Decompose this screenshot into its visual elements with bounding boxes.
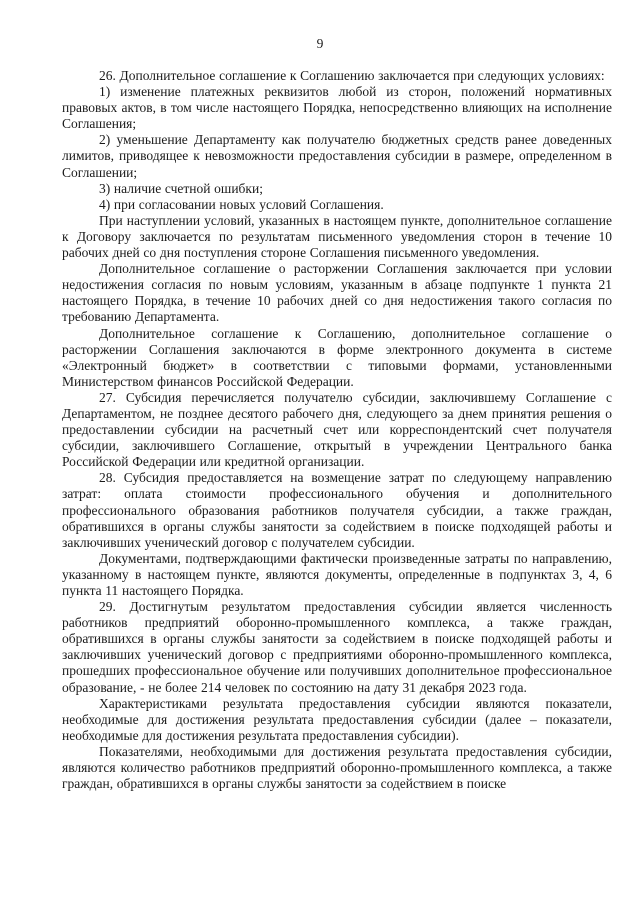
paragraph-27: 27. Субсидия перечисляется получателю субсидии, заключившему Соглашение с Департаментом, не позднее десятого рабочего дня, следующего за днем принятия решения о предоставлении субсидии на расчетный счет или корреспондентский счет получателя субсидии, заключившего Соглашение, открытый в учреждении Центрального банка Российской Федерации или кредитной организации. <box>62 389 612 470</box>
paragraph-26: 26. Дополнительное соглашение к Соглашению заключается при следующих условиях: <box>99 68 605 83</box>
list-item-4: 4) при согласовании новых условий Соглашения. <box>99 196 384 212</box>
document-body <box>62 68 612 792</box>
paragraph-documents: Документами, подтверждающими фактически произведенные затраты по направлению, указанному в настоящем пункте, являются документы, определенные в подпунктах 3, 4, 6 пункта 11 настоящего Порядка. <box>62 550 612 598</box>
paragraph-electronic-form: Дополнительное соглашение к Соглашению, дополнительное соглашение о расторжении Соглашения заключаются в форме электронного документа в системе «Электронный бюджет» в соответствии с типовыми формами, установленными Министерством финансов Российской Федерации. <box>62 325 612 389</box>
paragraph-termination: Дополнительное соглашение о расторжении Соглашения заключается при условии недостижения согласия по новым условиям, указанным в абзаце подпункте 1 пункта 21 настоящего Порядка, в течение 10 рабочих дней со дня недостижения такого согласия по требованию Департамента. <box>62 261 612 325</box>
paragraph-28: 28. Субсидия предоставляется на возмещение затрат по следующему направлению затрат: оплата стоимости профессионального обучения и дополнительного профессионального образования работников получателя субсидии, а также граждан, обратившихся в органы службы занятости за содействием в поиске подходящей работы и заключивших ученический договор с получателем субсидии. <box>62 470 612 550</box>
paragraph-conditions: При наступлении условий, указанных в настоящем пункте, дополнительное соглашение к Договору заключается по результатам письменного уведомления сторон в течение 10 рабочих дней со дня поступления стороне Соглашения письменного уведомления. <box>62 212 612 261</box>
list-item-1: 1) изменение платежных реквизитов любой из сторон, положений нормативных правовых актов, в том числе настоящего Порядка, непосредственно влияющих на исполнение Соглашения; <box>62 84 612 132</box>
paragraph-29: 29. Достигнутым результатом предоставления субсидии является численность работников предприятий оборонно-промышленного комплекса, а также граждан, обратившихся в органы службы занятости за содействием в поиске подходящей работы и заключивших ученический договор с предприятиями оборонно-промышленного комплекса, прошедших профессиональное обучение или получивших дополнительное профессиональное образование, - не более 214 человек по состоянию на дату 31 декабря 2023 года. <box>62 599 612 695</box>
list-item-3: 3) наличие счетной ошибки; <box>99 180 263 196</box>
paragraph-characteristics: Характеристиками результата предоставления субсидии являются показатели, необходимые для достижения результата предоставления субсидии (далее – показатели, необходимые для достижения результата предоставления субсидии). <box>62 695 612 743</box>
list-item-2: 2) уменьшение Департаменту как получателю бюджетных средств ранее доведенных лимитов, приводящее к невозможности предоставления субсидии в размере, определенном в Соглашении; <box>62 132 612 180</box>
paragraph-indicators: Показателями, необходимыми для достижения результата предоставления субсидии, являются количество работников предприятий оборонно-промышленного комплекса, а также граждан, обратившихся в органы службы занятости за содействием в поиске <box>62 743 612 792</box>
page-number: 9 <box>316 36 324 51</box>
